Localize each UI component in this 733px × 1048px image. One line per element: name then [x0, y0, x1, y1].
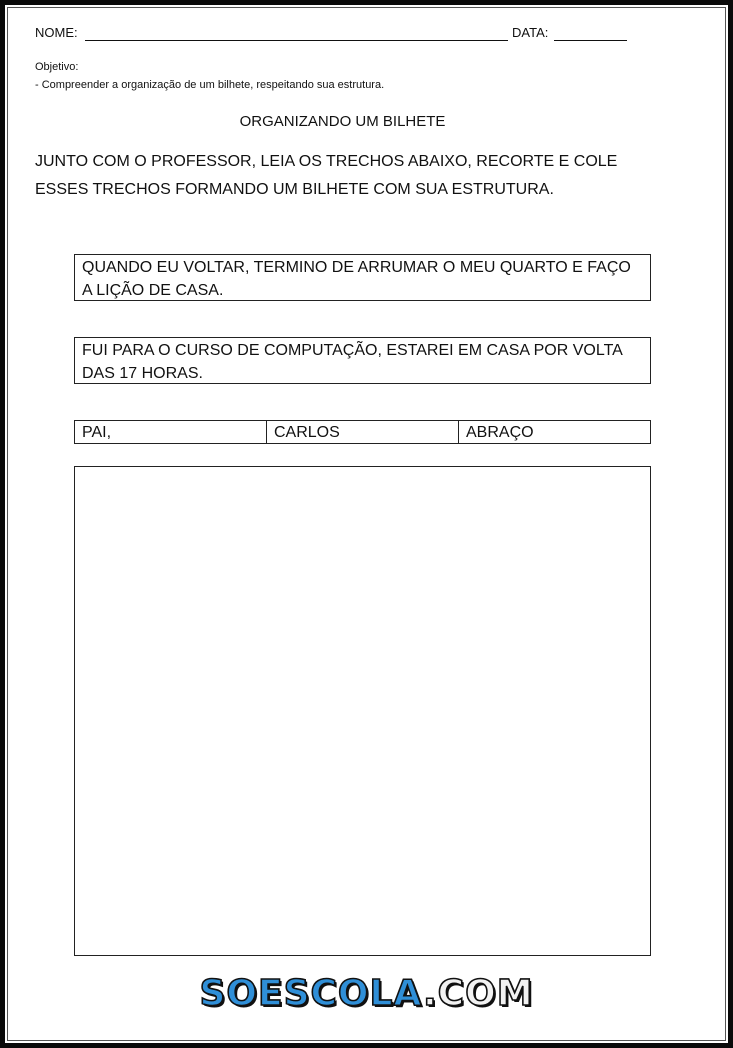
name-label: NOME:: [35, 25, 78, 40]
cut-part-closing: ABRAÇO: [466, 424, 534, 441]
cut-part-signature: CARLOS: [267, 421, 459, 443]
cut-parts-row: [74, 420, 651, 444]
objective-item: - Compreender a organização de um bilhete, respeitando sua estrutura.: [35, 79, 385, 91]
objective-title: Objetivo:: [35, 61, 79, 73]
cut-strip-1: QUANDO EU VOLTAR, TERMINO DE ARRUMAR O MEU QUARTO E FAÇO A LIÇÃO DE CASA.: [74, 254, 651, 301]
paste-answer-box: [74, 466, 651, 956]
date-label: DATA:: [512, 25, 549, 40]
soescola-logo: [0, 972, 733, 1016]
header-row: [35, 25, 635, 43]
logo-ext-text: .COM: [423, 973, 534, 1014]
logo-main-text: SOESCOLA: [199, 973, 423, 1014]
cut-part-greeting: PAI,: [75, 421, 267, 443]
cut-strip-2: FUI PARA O CURSO DE COMPUTAÇÃO, ESTAREI EM CASA POR VOLTA DAS 17 HORAS.: [74, 337, 651, 384]
name-field-line: [85, 40, 508, 41]
date-field-line: [554, 40, 627, 41]
page-title: ORGANIZANDO UM BILHETE: [239, 113, 446, 130]
instruction-text: JUNTO COM O PROFESSOR, LEIA OS TRECHOS ABAIXO, RECORTE E COLE ESSES TRECHOS FORMANDO UM BILHETE COM SUA ESTRUTURA.: [35, 153, 618, 198]
